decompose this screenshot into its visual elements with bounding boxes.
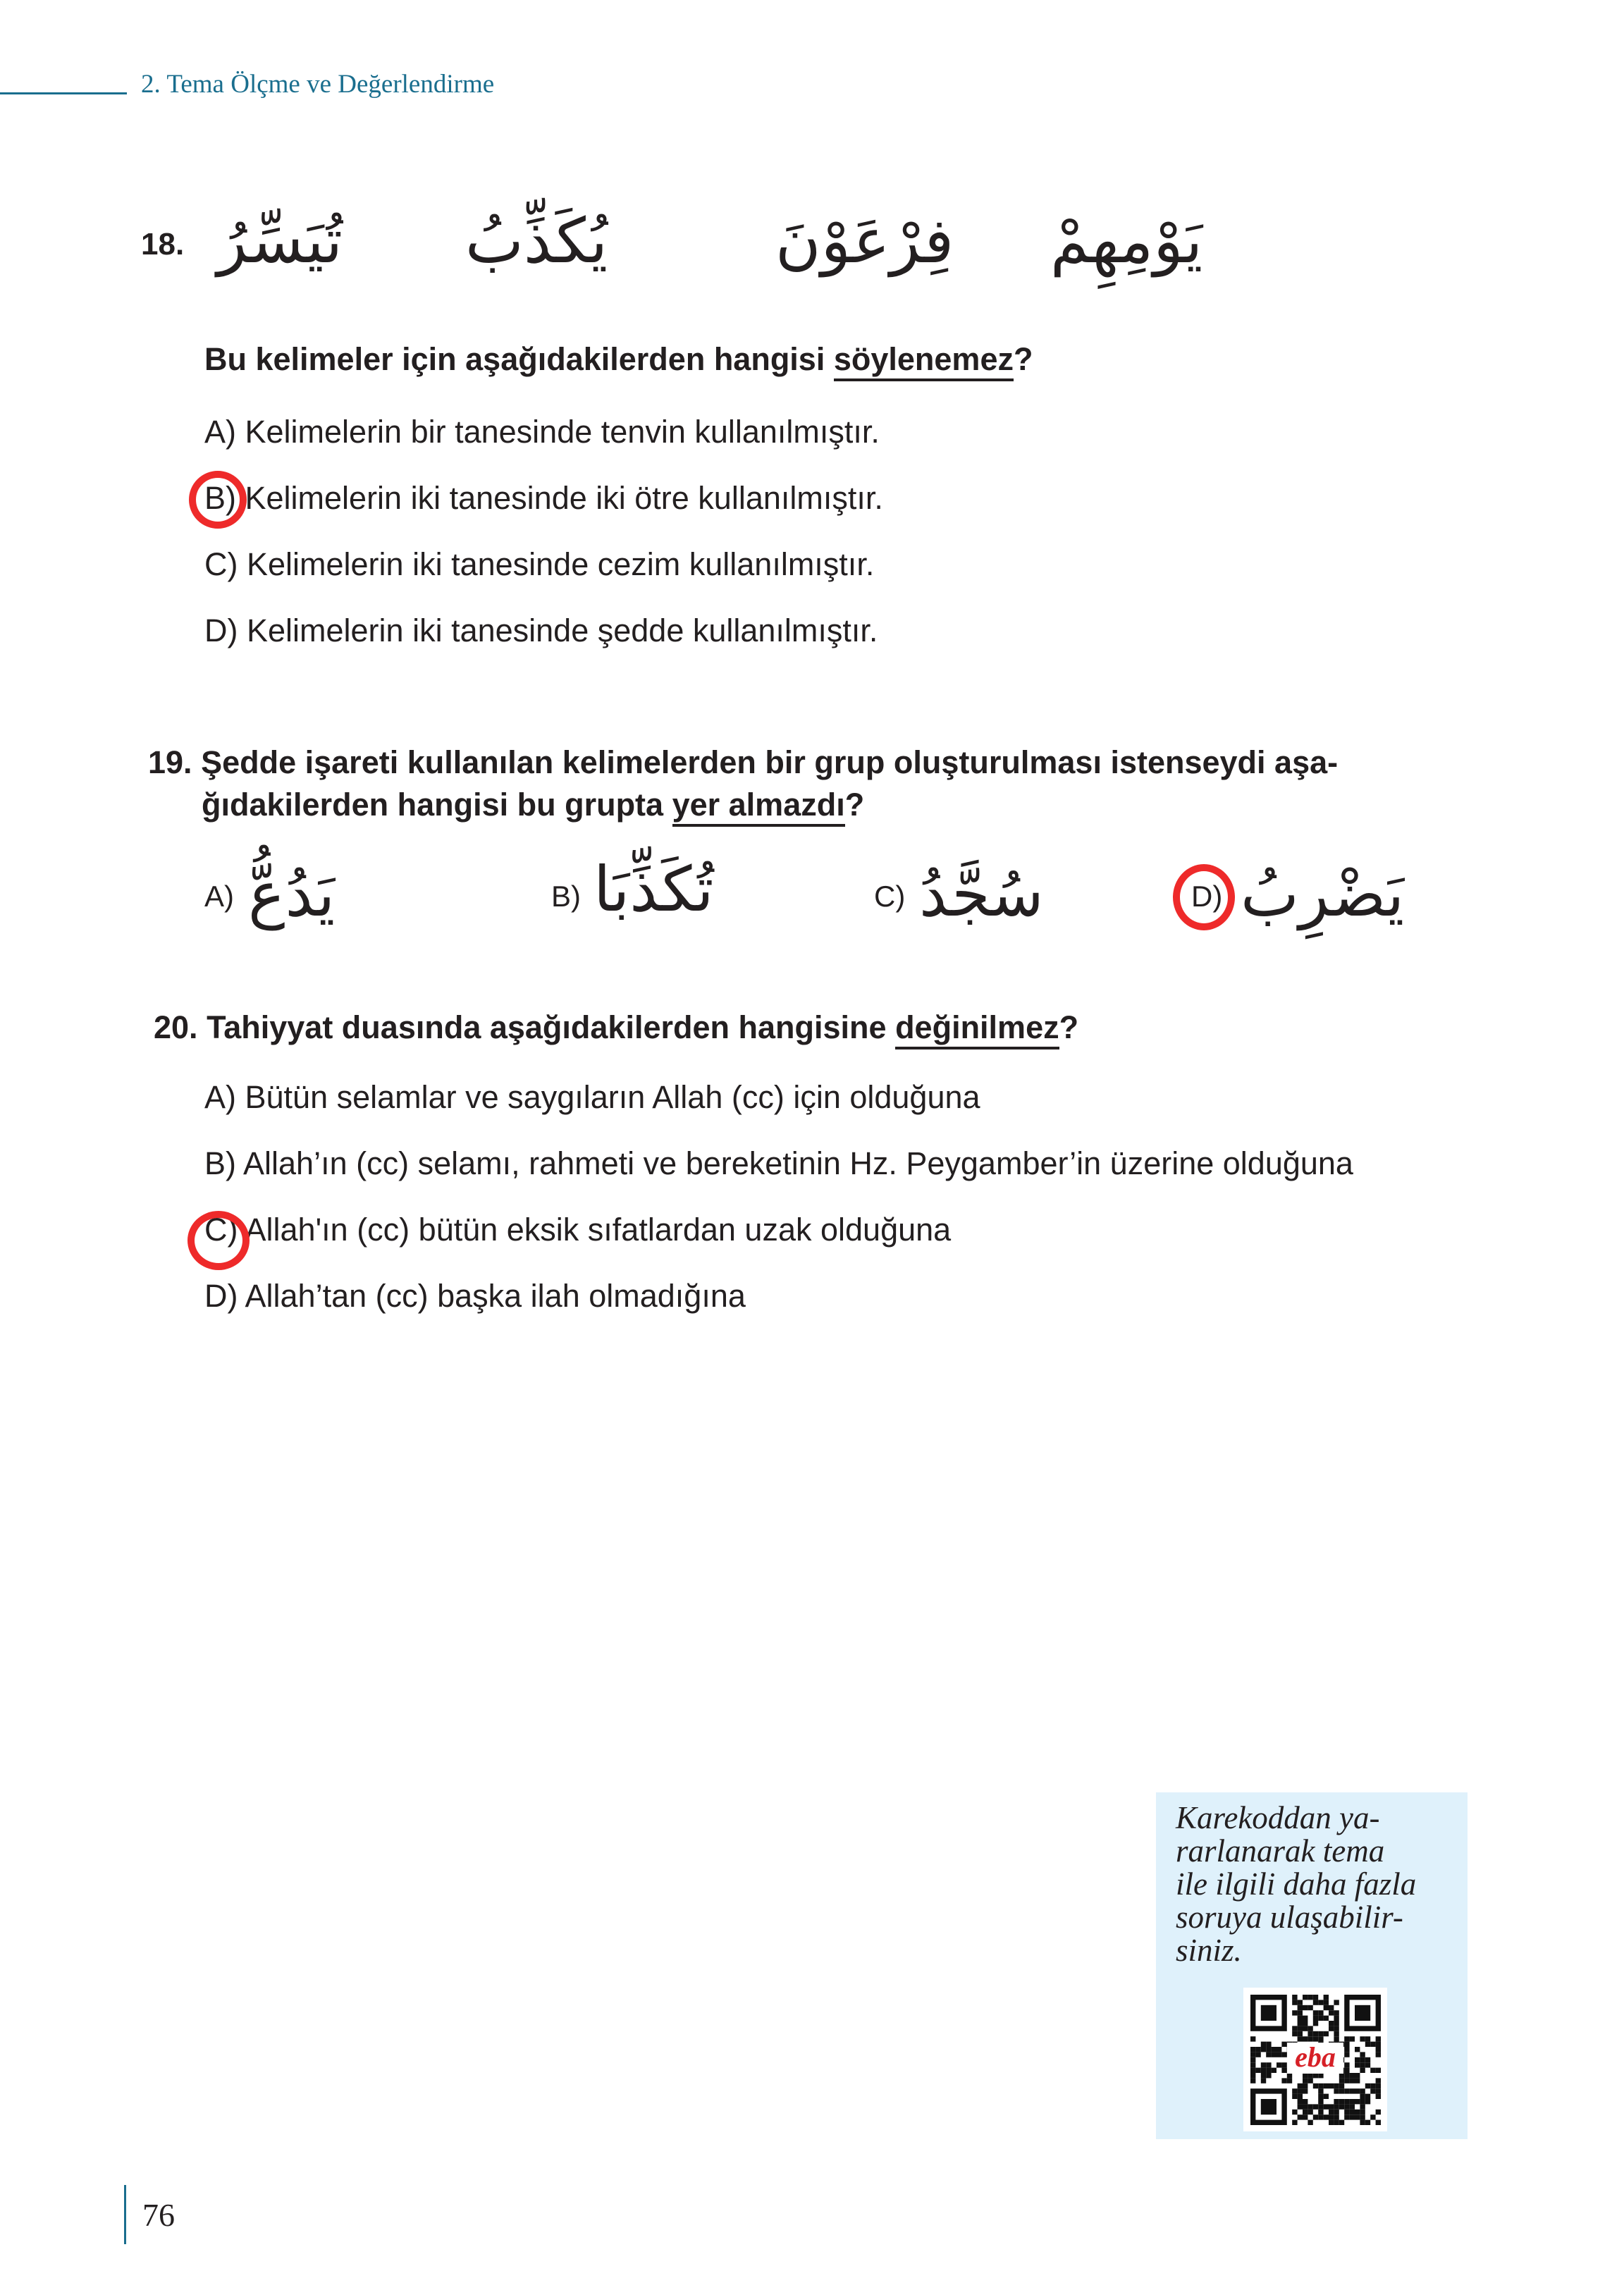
qr-module [1250,2052,1255,2057]
qr-module [1250,2078,1255,2083]
qr-module [1250,2036,1255,2041]
q20-option-a: A) Bütün selamlar ve saygıların Allah (cc) için olduğuna [204,1079,980,1115]
qr-module [1298,2016,1303,2021]
answer-mark-q20 [187,1211,250,1270]
qr-module [1303,2016,1308,2021]
qr-module [1292,2120,1297,2125]
qr-module [1287,2078,1292,2083]
qr-module [1329,2026,1334,2031]
qr-module [1308,2120,1312,2125]
qr-module [1370,2083,1375,2088]
qr-module [1303,2088,1308,2093]
qr-module [1272,2068,1277,2073]
qr-module [1329,2010,1334,2015]
question-19-number: 19. [148,744,192,780]
qr-module [1266,2047,1271,2052]
question-20-stem [154,1007,1078,1049]
qr-module [1360,2062,1365,2067]
qr-module [1360,2104,1365,2109]
qr-module [1365,2099,1370,2104]
qr-module [1281,2042,1286,2047]
qr-module [1303,2078,1308,2083]
qr-module [1355,2099,1360,2104]
qr-module [1298,2094,1303,2099]
qr-module [1250,2047,1255,2052]
qr-module [1318,2110,1323,2114]
qr-info-line: Karekoddan ya- [1176,1800,1380,1835]
qr-module [1266,2052,1271,2057]
qr-module [1376,2083,1381,2088]
qr-module [1261,2078,1266,2083]
qr-module [1255,2052,1260,2057]
qr-module [1303,2026,1308,2031]
qr-module [1360,2110,1365,2114]
q18-word-2: يُكَذِّبُ [465,204,608,277]
qr-module [1360,2057,1365,2062]
qr-module [1313,2010,1318,2015]
qr-module [1365,2083,1370,2088]
qr-module [1298,2104,1303,2109]
qr-module [1376,2088,1381,2093]
qr-module [1334,2099,1339,2104]
qr-module [1318,2073,1323,2078]
qr-module [1298,2005,1303,2010]
qr-finder-pattern [1261,2005,1277,2021]
qr-module [1334,2120,1339,2125]
qr-module [1376,2110,1381,2114]
qr-module [1355,2110,1360,2114]
q20-stem-qmark: ? [1059,1009,1079,1045]
qr-module [1308,2005,1312,2010]
qr-module [1292,2031,1297,2036]
qr-module [1334,2010,1339,2015]
qr-module [1376,2036,1381,2041]
qr-module [1344,2114,1349,2119]
qr-module [1355,2047,1360,2052]
qr-module [1329,2114,1334,2119]
qr-module [1365,2057,1370,2062]
qr-module [1298,2026,1303,2031]
qr-module [1350,2036,1355,2041]
qr-module [1292,2088,1297,2093]
qr-module [1334,2104,1339,2109]
qr-module [1339,2078,1344,2083]
qr-module [1287,2073,1292,2078]
qr-module [1365,2062,1370,2067]
qr-module [1329,2120,1334,2125]
qr-module [1292,2000,1297,2005]
qr-module [1250,2057,1255,2062]
qr-module [1313,2104,1318,2109]
qr-module [1344,2036,1349,2041]
qr-module [1292,1995,1297,2000]
qr-module [1376,2094,1381,2099]
qr-module [1334,2026,1339,2031]
qr-module [1334,2088,1339,2093]
qr-module [1344,2068,1349,2073]
qr-module [1318,2104,1323,2109]
q19-stem-qmark: ? [844,787,865,823]
qr-module [1324,2016,1329,2021]
qr-module [1272,2052,1277,2057]
qr-module [1298,2088,1303,2093]
qr-module [1360,2094,1365,2099]
qr-module [1370,2068,1375,2073]
qr-module [1370,2114,1375,2119]
qr-module [1313,2114,1318,2119]
qr-module [1334,2083,1339,2088]
qr-module [1261,2073,1266,2078]
answer-mark-q18 [189,471,247,529]
qr-module [1303,2005,1308,2010]
qr-module [1360,2088,1365,2093]
qr-module [1250,2062,1255,2067]
qr-module [1350,2114,1355,2119]
q19-option-c-word: سُجَّدُ [919,858,1044,930]
q20-option-b: B) Allah’ın (cc) selamı, rahmeti ve bereketinin Hz. Peygamber’in üzerine olduğuna [204,1145,1353,1181]
answer-mark-q19 [1173,864,1235,930]
q19-option-b-label: B) [551,880,581,913]
question-18-stem [204,338,1033,381]
qr-module [1376,2052,1381,2057]
qr-module [1292,2026,1297,2031]
q18-stem-emphasis: söylenemez [834,341,1014,381]
eba-logo-text: eba [1295,2041,1336,2073]
qr-module [1339,2073,1344,2078]
q19-option-b-word: تُكَذِّبَا [593,853,714,925]
q19-option-a-word: يَدُعُّ [248,858,336,930]
qr-module [1318,2010,1323,2015]
qr-module [1298,2083,1303,2088]
qr-module [1334,2000,1339,2005]
qr-module [1250,2068,1255,2073]
qr-module [1308,2031,1312,2036]
qr-module [1360,2052,1365,2057]
q19-option-d-label: D) [1191,880,1223,913]
qr-module [1292,2010,1297,2015]
qr-module [1318,2114,1323,2119]
q19-stem-text-2: ğıdakilerden hangisi bu grupta [202,787,672,823]
qr-module [1350,2110,1355,2114]
q19-stem-emphasis: yer almazdı [672,787,845,827]
q20-option-d: D) Allah’tan (cc) başka ilah olmadığına [204,1278,746,1314]
qr-module [1255,2068,1260,2073]
qr-module [1277,2047,1281,2052]
qr-module [1255,2047,1260,2052]
q19-option-c-label: C) [874,880,906,913]
header-rule [0,92,127,94]
qr-code[interactable] [1243,1988,1387,2131]
qr-module [1324,2104,1329,2109]
qr-module [1344,2110,1349,2114]
qr-module [1360,2099,1365,2104]
qr-module [1261,2068,1266,2073]
q19-option-d-word: يَضْرِبُ [1241,858,1405,930]
qr-module [1261,2062,1266,2067]
qr-module [1313,2021,1318,2026]
qr-module [1281,2078,1286,2083]
question-20-number: 20. [154,1009,198,1045]
qr-module [1313,2000,1318,2005]
qr-module [1355,2078,1360,2083]
qr-module [1360,2120,1365,2125]
qr-module [1313,1995,1318,2000]
qr-module [1350,2104,1355,2109]
qr-module [1344,2042,1349,2047]
qr-module [1350,2088,1355,2093]
qr-module [1281,2052,1286,2057]
qr-module [1350,2073,1355,2078]
qr-module [1318,2031,1323,2036]
q18-option-d: D) Kelimelerin iki tanesinde şedde kullanılmıştır. [204,612,878,648]
qr-module [1365,2042,1370,2047]
qr-module [1298,2000,1303,2005]
qr-module [1355,2057,1360,2062]
question-19-stem-line2 [202,784,864,827]
q19-option-a-label: A) [204,880,234,913]
qr-module [1324,2000,1329,2005]
q19-stem-text-1: Şedde işareti kullanılan kelimelerden bir grup oluşturulması istenseydi aşa- [201,744,1339,780]
qr-module [1329,2021,1334,2026]
q18-stem-text: Bu kelimeler için aşağıdakilerden hangisi [204,341,834,377]
qr-module [1250,2073,1255,2078]
qr-module [1365,2036,1370,2041]
qr-module [1376,2042,1381,2047]
qr-module [1365,2120,1370,2125]
qr-module [1350,2099,1355,2104]
q20-option-c: C) Allah'ın (cc) bütün eksik sıfatlardan uzak olduğuna [204,1212,952,1248]
qr-code-graphic [1243,1988,1387,2131]
qr-module [1355,2062,1360,2067]
qr-module [1344,2088,1349,2093]
qr-module [1376,2078,1381,2083]
qr-module [1339,2083,1344,2088]
qr-module [1261,2042,1266,2047]
qr-module [1324,2094,1329,2099]
qr-module [1365,2094,1370,2099]
qr-module [1303,2083,1308,2088]
qr-module [1318,2099,1323,2104]
qr-module [1281,2062,1286,2067]
q18-option-b: B) Kelimelerin iki tanesinde iki ötre kullanılmıştır. [204,480,883,516]
qr-module [1266,2062,1271,2067]
qr-module [1261,2047,1266,2052]
qr-module [1370,2088,1375,2093]
qr-module [1308,1995,1312,2000]
qr-finder-pattern [1261,2099,1277,2114]
qr-module [1308,2078,1312,2083]
qr-module [1303,2114,1308,2119]
qr-module [1334,2031,1339,2036]
page-number-rule [124,2185,126,2244]
qr-finder-pattern [1355,2005,1370,2021]
qr-module [1298,2114,1303,2119]
qr-info-line: rarlanarak tema [1176,1833,1385,1869]
qr-info-line: ile ilgili daha fazla [1176,1866,1417,1902]
q18-word-4: يَوْمِهِمْ [1050,204,1203,277]
qr-module [1376,2120,1381,2125]
qr-module [1334,2021,1339,2026]
qr-module [1376,2068,1381,2073]
qr-info-line: soruya ulaşabilir- [1176,1900,1403,1935]
page-number: 76 [142,2197,175,2233]
qr-module [1339,2104,1344,2109]
qr-module [1292,2094,1297,2099]
qr-module [1313,2031,1318,2036]
q20-stem-emphasis: değinilmez [895,1009,1059,1049]
qr-module [1277,2052,1281,2057]
qr-module [1313,2073,1318,2078]
qr-module [1334,2016,1339,2021]
qr-module [1334,2114,1339,2119]
qr-module [1318,2094,1323,2099]
q18-option-a: A) Kelimelerin bir tanesinde tenvin kullanılmıştır. [204,414,880,450]
section-title: 2. Tema Ölçme ve Değerlendirme [141,70,495,99]
qr-module [1303,2110,1308,2114]
qr-module [1329,2110,1334,2114]
qr-module [1298,2010,1303,2015]
qr-module [1266,2042,1271,2047]
q18-stem-qmark: ? [1013,341,1033,377]
qr-module [1344,2047,1349,2052]
qr-module [1303,2099,1308,2104]
qr-module [1339,2099,1344,2104]
qr-module [1355,2073,1360,2078]
qr-module [1318,2000,1323,2005]
qr-module [1281,2068,1286,2073]
qr-module [1344,2078,1349,2083]
qr-module [1329,2005,1334,2010]
q20-stem-text: Tahiyyat duasında aşağıdakilerden hangisine [207,1009,896,1045]
qr-module [1350,2078,1355,2083]
qr-module [1329,2104,1334,2109]
qr-module [1313,2016,1318,2021]
qr-module [1324,1995,1329,2000]
qr-module [1324,2005,1329,2010]
qr-module [1298,2099,1303,2104]
qr-module [1329,2083,1334,2088]
qr-module [1344,2104,1349,2109]
qr-module [1318,2088,1323,2093]
qr-module [1266,2068,1271,2073]
qr-module [1334,2110,1339,2114]
qr-module [1313,2083,1318,2088]
qr-module [1303,1995,1308,2000]
q18-word-1: تُيَسِّرُ [217,204,343,277]
qr-module [1355,2114,1360,2119]
qr-module [1360,2114,1365,2119]
qr-module [1303,2104,1308,2109]
q18-option-c: C) Kelimelerin iki tanesinde cezim kullanılmıştır. [204,546,875,582]
qr-module [1344,2073,1349,2078]
qr-module [1360,2036,1365,2041]
q18-word-3: فِرْعَوْنَ [775,204,954,277]
qr-info-line: siniz. [1176,1933,1242,1968]
qr-module [1344,2062,1349,2067]
qr-module [1344,2099,1349,2104]
qr-module [1318,2083,1323,2088]
qr-module [1324,2114,1329,2119]
qr-module [1277,2062,1281,2067]
qr-module [1339,2120,1344,2125]
qr-info-text [1176,1802,1458,1967]
qr-module [1298,2031,1303,2036]
qr-module [1308,2104,1312,2109]
qr-module [1370,2042,1375,2047]
qr-module [1308,2073,1312,2078]
qr-module [1266,2073,1271,2078]
qr-module [1292,2110,1297,2114]
qr-module [1303,2021,1308,2026]
qr-module [1308,2110,1312,2114]
qr-module [1376,2047,1381,2052]
qr-module [1303,2073,1308,2078]
qr-module [1324,2083,1329,2088]
question-18-number: 18. [141,227,185,261]
question-19-stem-line1 [148,741,1338,784]
qr-module [1339,2088,1344,2093]
qr-module [1360,2068,1365,2073]
qr-module [1318,2016,1323,2021]
qr-module [1298,2021,1303,2026]
qr-module [1308,2026,1312,2031]
qr-module [1324,2031,1329,2036]
qr-module [1355,2088,1360,2093]
qr-module [1272,2047,1277,2052]
qr-module [1344,2052,1349,2057]
